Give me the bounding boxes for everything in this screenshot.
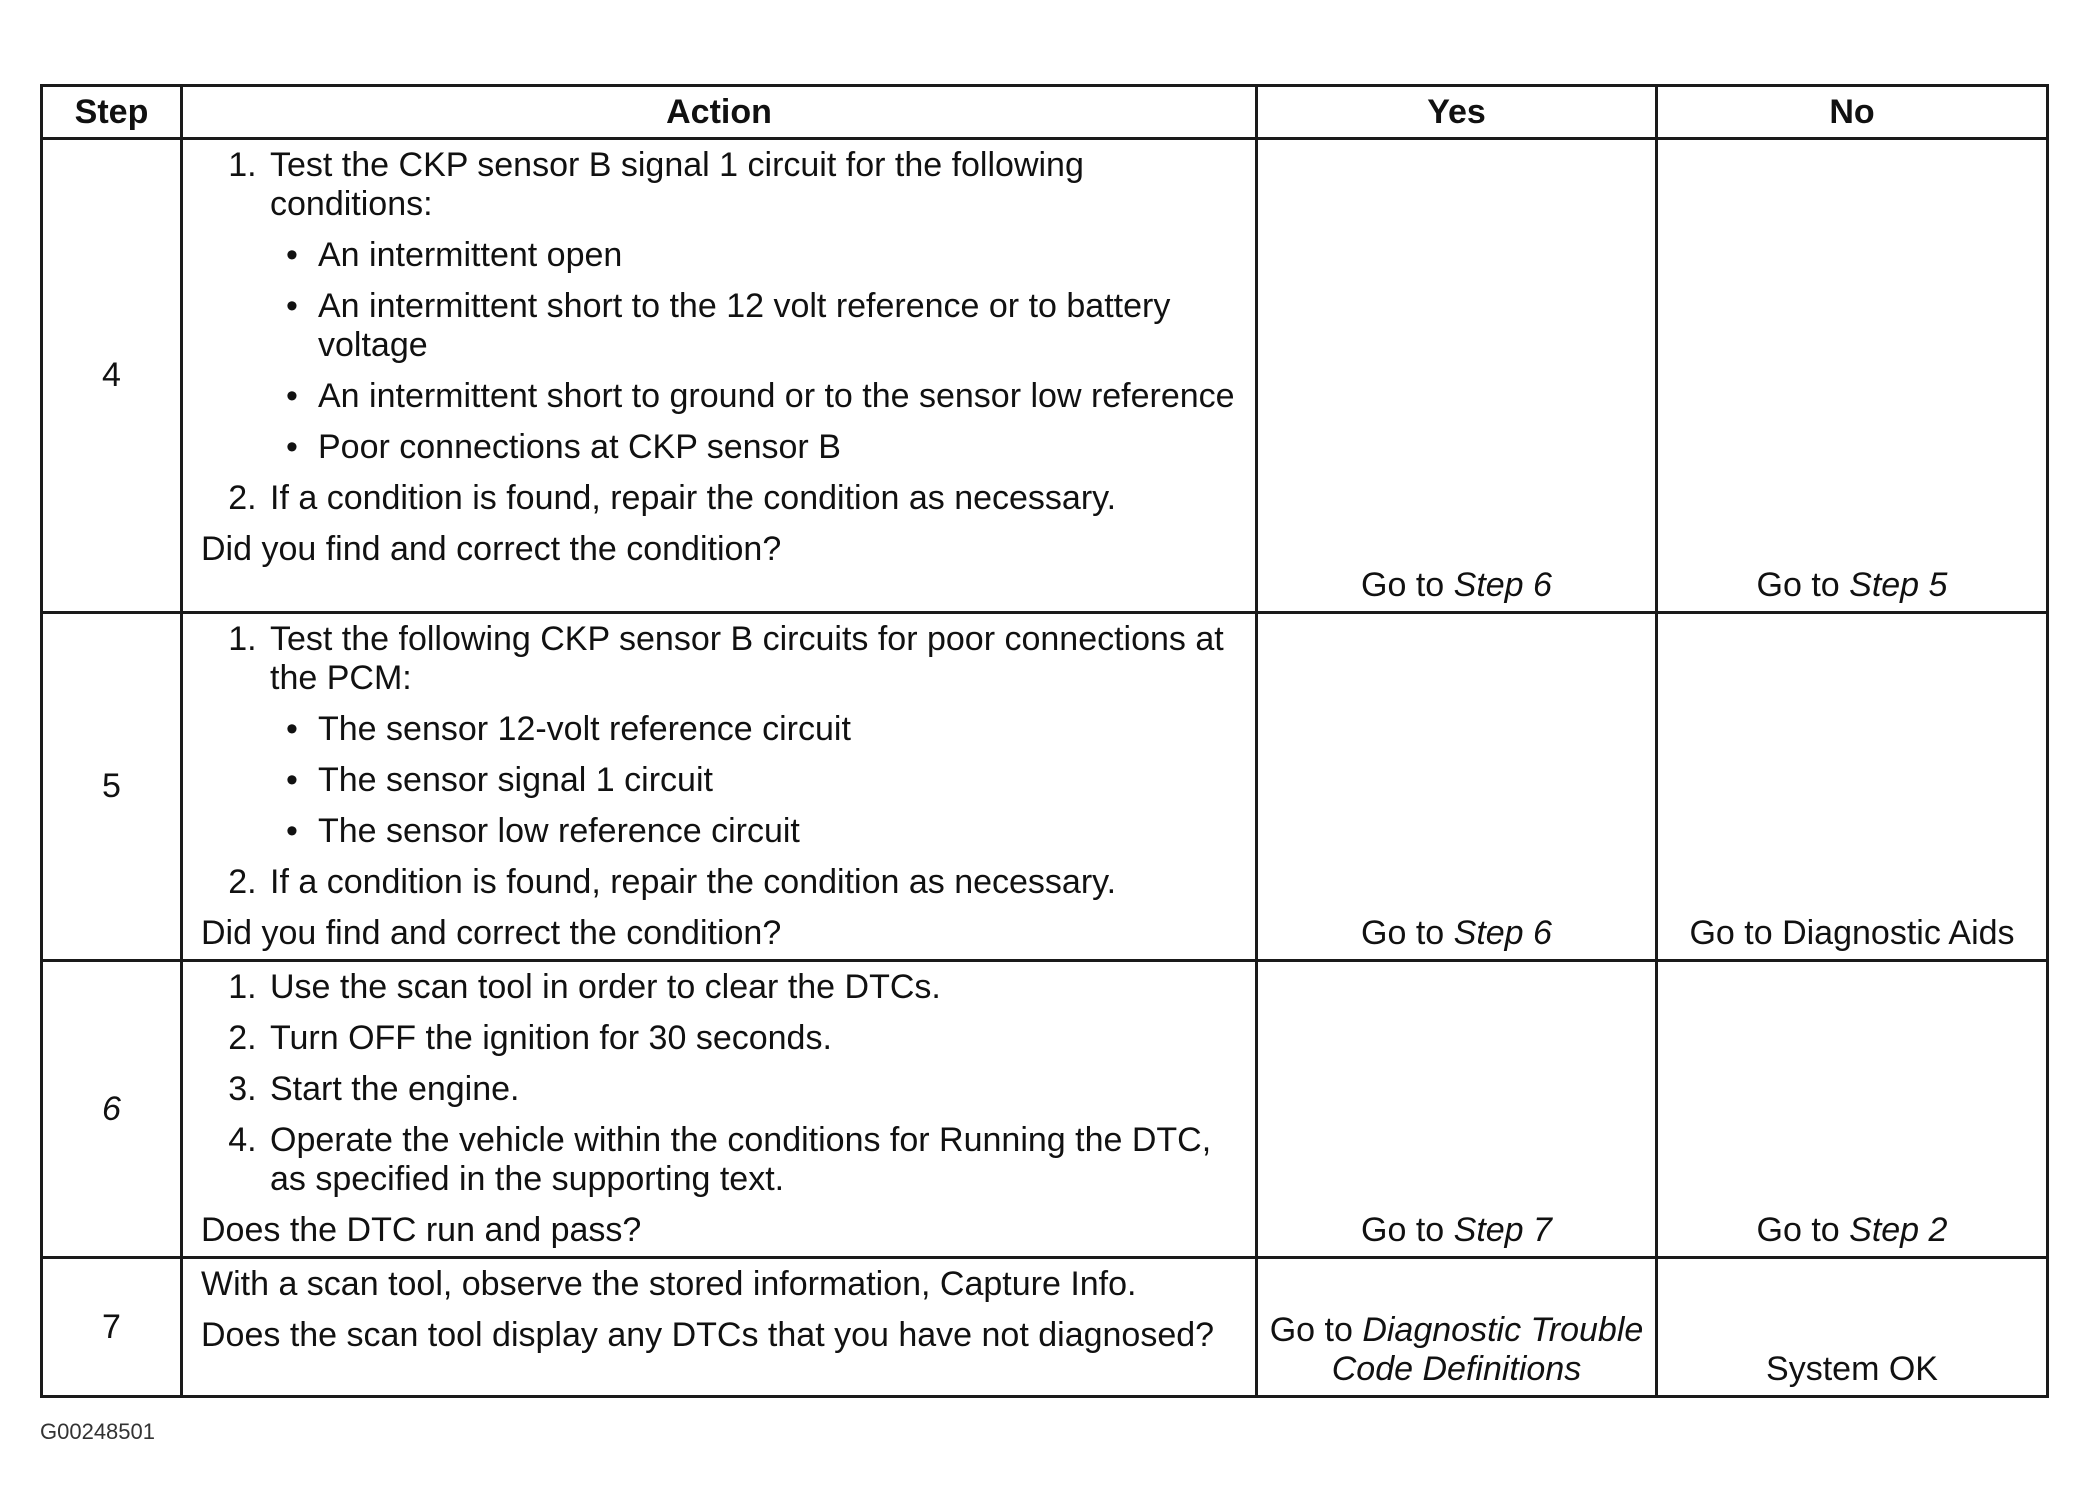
- step-number: 7: [42, 1258, 182, 1397]
- action-steps-list: [201, 620, 1245, 902]
- table-row: [42, 613, 2048, 961]
- yes-result-ref: Diagnostic Trouble Code Definitions: [1331, 1311, 1644, 1388]
- action-step-text: Test the following CKP sensor B circuits for poor connections at the PCM:: [270, 620, 1224, 697]
- action-cell: [182, 1258, 1257, 1397]
- yes-result-prefix: Go to: [1361, 914, 1454, 952]
- yes-result-prefix: Go to: [1269, 1311, 1363, 1349]
- action-step: 4. Operate the vehicle within the conditions for Running the DTC, as specified in the supporting text.: [266, 1121, 1245, 1199]
- step-question: Did you find and correct the condition?: [201, 530, 782, 568]
- no-result-prefix: Go to Diagnostic Aids: [1689, 914, 2015, 952]
- table-row: [42, 1258, 2048, 1397]
- step-question: Did you find and correct the condition?: [201, 914, 782, 952]
- step-question: Does the scan tool display any DTCs that you have not diagnosed?: [201, 1316, 1215, 1354]
- yes-result-prefix: Go to: [1361, 1211, 1454, 1249]
- yes-result-ref: Step 7: [1453, 1211, 1552, 1249]
- action-cell: [182, 961, 1257, 1258]
- no-result-prefix: Go to: [1756, 1211, 1850, 1249]
- no-result-ref: Step 2: [1849, 1211, 1948, 1249]
- table-row: [42, 961, 2048, 1258]
- action-cell: [182, 613, 1257, 961]
- bullet-item: • The sensor low reference circuit: [318, 812, 1245, 851]
- bullet-item: • An intermittent open: [318, 236, 1245, 275]
- step-question: Does the DTC run and pass?: [201, 1211, 642, 1249]
- yes-result: [1257, 961, 1657, 1258]
- action-step-text: Test the CKP sensor B signal 1 circuit for the following conditions:: [270, 146, 1084, 223]
- no-result: [1657, 139, 2048, 613]
- yes-result: [1257, 1258, 1657, 1397]
- no-result: [1657, 1258, 2048, 1397]
- header-action: Action: [182, 86, 1257, 139]
- header-step: Step: [42, 86, 182, 139]
- action-steps-list: [201, 146, 1245, 518]
- no-result-prefix: Go to: [1756, 566, 1850, 604]
- yes-result-ref: Step 6: [1453, 914, 1552, 952]
- yes-result-ref: Step 6: [1453, 566, 1552, 604]
- table-row: [42, 139, 2048, 613]
- bullet-item: • An intermittent short to the 12 volt reference or to battery voltage: [318, 287, 1245, 365]
- no-result-ref: Step 5: [1849, 566, 1948, 604]
- yes-result-prefix: Go to: [1361, 566, 1454, 604]
- bullet-item: • Poor connections at CKP sensor B: [318, 428, 1245, 467]
- bullet-item: • An intermittent short to ground or to the sensor low reference: [318, 377, 1245, 416]
- yes-result: [1257, 139, 1657, 613]
- figure-id: G00248501: [40, 1419, 155, 1444]
- action-step: [266, 146, 1245, 467]
- bullet-item: • The sensor 12-volt reference circuit: [318, 710, 1245, 749]
- diagnostic-table: [40, 84, 2049, 1398]
- action-step: 2. If a condition is found, repair the condition as necessary.: [266, 863, 1245, 902]
- yes-result: [1257, 613, 1657, 961]
- step-number: 5: [42, 613, 182, 961]
- action-steps-list: [201, 968, 1245, 1199]
- condition-bullets: [270, 710, 1245, 851]
- header-no: No: [1657, 86, 2048, 139]
- table-header-row: [42, 86, 2048, 139]
- action-paragraph: With a scan tool, observe the stored information, Capture Info.: [201, 1265, 1137, 1303]
- action-step: 1. Use the scan tool in order to clear the DTCs.: [266, 968, 1245, 1007]
- action-cell: [182, 139, 1257, 613]
- condition-bullets: [270, 236, 1245, 467]
- no-result: [1657, 961, 2048, 1258]
- header-yes: Yes: [1257, 86, 1657, 139]
- step-number: 6: [42, 961, 182, 1258]
- no-result-prefix: System OK: [1766, 1350, 1938, 1388]
- action-step: 2. If a condition is found, repair the condition as necessary.: [266, 479, 1245, 518]
- action-step: [266, 620, 1245, 851]
- no-result: [1657, 613, 2048, 961]
- action-step: 3. Start the engine.: [266, 1070, 1245, 1109]
- action-step: 2. Turn OFF the ignition for 30 seconds.: [266, 1019, 1245, 1058]
- step-number: 4: [42, 139, 182, 613]
- bullet-item: • The sensor signal 1 circuit: [318, 761, 1245, 800]
